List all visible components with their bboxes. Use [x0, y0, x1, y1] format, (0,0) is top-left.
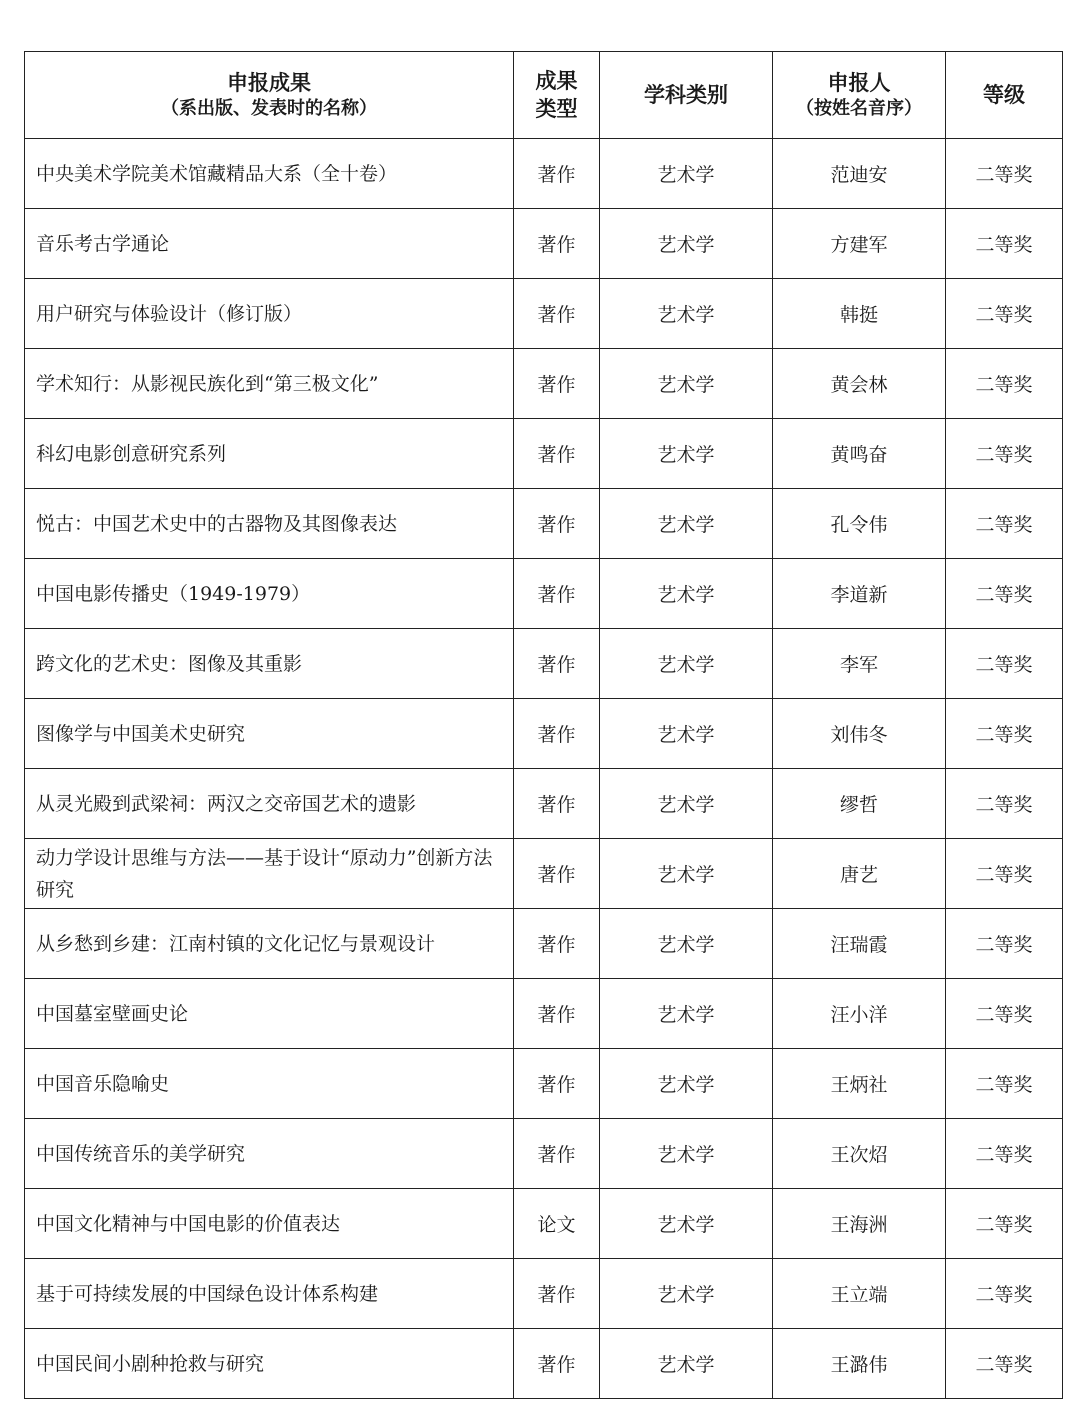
header-achievement-note: （系出版、发表时的名称） — [161, 98, 377, 120]
discipline-cell: 艺术学 — [600, 559, 773, 629]
table-row — [25, 769, 1063, 839]
discipline-cell: 艺术学 — [600, 839, 773, 909]
table-row — [25, 279, 1063, 349]
table-row — [25, 1119, 1063, 1189]
table-row — [25, 979, 1063, 1049]
grade-cell: 二等奖 — [946, 1119, 1063, 1189]
discipline-cell: 艺术学 — [600, 139, 773, 209]
applicant-cell: 王次炤 — [773, 1119, 946, 1189]
discipline-cell: 艺术学 — [600, 979, 773, 1049]
type-cell: 著作 — [514, 1119, 600, 1189]
grade-cell: 二等奖 — [946, 489, 1063, 559]
table-row — [25, 909, 1063, 979]
type-cell: 著作 — [514, 489, 600, 559]
discipline-cell: 艺术学 — [600, 489, 773, 559]
applicant-cell: 王立端 — [773, 1259, 946, 1329]
grade-cell: 二等奖 — [946, 1259, 1063, 1329]
type-cell: 著作 — [514, 979, 600, 1049]
table-row — [25, 349, 1063, 419]
table-body — [25, 139, 1063, 1399]
discipline-cell: 艺术学 — [600, 1049, 773, 1119]
grade-cell: 二等奖 — [946, 279, 1063, 349]
header-applicant-note: （按姓名音序） — [796, 98, 922, 120]
header-type-line1: 成果 — [535, 68, 578, 93]
grade-cell: 二等奖 — [946, 559, 1063, 629]
applicant-cell: 韩挺 — [773, 279, 946, 349]
applicant-cell: 范迪安 — [773, 139, 946, 209]
type-cell: 著作 — [514, 1259, 600, 1329]
achievement-title-cell: 跨文化的艺术史：图像及其重影 — [25, 629, 514, 699]
header-row — [25, 52, 1063, 139]
type-cell: 著作 — [514, 209, 600, 279]
header-discipline: 学科类别 — [600, 52, 773, 139]
table-row — [25, 489, 1063, 559]
achievement-title-cell: 从灵光殿到武梁祠：两汉之交帝国艺术的遗影 — [25, 769, 514, 839]
achievement-title-cell: 用户研究与体验设计（修订版） — [25, 279, 514, 349]
discipline-cell: 艺术学 — [600, 1189, 773, 1259]
applicant-cell: 黄会林 — [773, 349, 946, 419]
grade-cell: 二等奖 — [946, 1329, 1063, 1399]
grade-cell: 二等奖 — [946, 419, 1063, 489]
type-cell: 著作 — [514, 699, 600, 769]
achievement-title-cell: 中国传统音乐的美学研究 — [25, 1119, 514, 1189]
achievement-title-cell: 中国民间小剧种抢救与研究 — [25, 1329, 514, 1399]
discipline-cell: 艺术学 — [600, 629, 773, 699]
achievement-title-cell: 中国文化精神与中国电影的价值表达 — [25, 1189, 514, 1259]
applicant-cell: 王炳社 — [773, 1049, 946, 1119]
header-achievement — [25, 52, 514, 139]
achievement-title-cell: 音乐考古学通论 — [25, 209, 514, 279]
header-type-line2: 类型 — [535, 97, 578, 121]
table-header — [25, 52, 1063, 139]
applicant-cell: 刘伟冬 — [773, 699, 946, 769]
applicant-cell: 缪哲 — [773, 769, 946, 839]
grade-cell: 二等奖 — [946, 699, 1063, 769]
grade-cell: 二等奖 — [946, 909, 1063, 979]
achievement-title-cell: 中国墓室壁画史论 — [25, 979, 514, 1049]
discipline-cell: 艺术学 — [600, 769, 773, 839]
type-cell: 著作 — [514, 349, 600, 419]
achievement-title-cell: 悦古：中国艺术史中的古器物及其图像表达 — [25, 489, 514, 559]
grade-cell: 二等奖 — [946, 1189, 1063, 1259]
type-cell: 著作 — [514, 1329, 600, 1399]
type-cell: 著作 — [514, 419, 600, 489]
grade-cell: 二等奖 — [946, 839, 1063, 909]
type-cell: 著作 — [514, 909, 600, 979]
table-row — [25, 1259, 1063, 1329]
grade-cell: 二等奖 — [946, 769, 1063, 839]
discipline-cell: 艺术学 — [600, 209, 773, 279]
table-row — [25, 1329, 1063, 1399]
achievement-title-cell: 图像学与中国美术史研究 — [25, 699, 514, 769]
applicant-cell: 孔令伟 — [773, 489, 946, 559]
table-row — [25, 419, 1063, 489]
grade-cell: 二等奖 — [946, 349, 1063, 419]
discipline-cell: 艺术学 — [600, 349, 773, 419]
table-row — [25, 629, 1063, 699]
discipline-cell: 艺术学 — [600, 419, 773, 489]
header-grade: 等级 — [946, 52, 1063, 139]
header-applicant — [773, 52, 946, 139]
type-cell: 论文 — [514, 1189, 600, 1259]
applicant-cell: 唐艺 — [773, 839, 946, 909]
table-row — [25, 839, 1063, 909]
discipline-cell: 艺术学 — [600, 1329, 773, 1399]
type-cell: 著作 — [514, 559, 600, 629]
type-cell: 著作 — [514, 139, 600, 209]
applicant-cell: 汪小洋 — [773, 979, 946, 1049]
achievement-title-cell: 基于可持续发展的中国绿色设计体系构建 — [25, 1259, 514, 1329]
applicant-cell: 王海洲 — [773, 1189, 946, 1259]
applicant-cell: 李军 — [773, 629, 946, 699]
table-row — [25, 209, 1063, 279]
achievement-title-cell: 从乡愁到乡建：江南村镇的文化记忆与景观设计 — [25, 909, 514, 979]
table-row — [25, 139, 1063, 209]
grade-cell: 二等奖 — [946, 139, 1063, 209]
applicant-cell: 方建军 — [773, 209, 946, 279]
achievement-title-cell: 动力学设计思维与方法——基于设计“原动力”创新方法研究 — [25, 839, 514, 909]
discipline-cell: 艺术学 — [600, 1119, 773, 1189]
table-row — [25, 699, 1063, 769]
discipline-cell: 艺术学 — [600, 909, 773, 979]
achievement-title-cell: 中国音乐隐喻史 — [25, 1049, 514, 1119]
type-cell: 著作 — [514, 839, 600, 909]
grade-cell: 二等奖 — [946, 1049, 1063, 1119]
header-type — [514, 52, 600, 139]
achievement-title-cell: 科幻电影创意研究系列 — [25, 419, 514, 489]
discipline-cell: 艺术学 — [600, 279, 773, 349]
achievement-title-cell: 学术知行：从影视民族化到“第三极文化” — [25, 349, 514, 419]
applicant-cell: 王潞伟 — [773, 1329, 946, 1399]
grade-cell: 二等奖 — [946, 979, 1063, 1049]
grade-cell: 二等奖 — [946, 629, 1063, 699]
discipline-cell: 艺术学 — [600, 699, 773, 769]
grade-cell: 二等奖 — [946, 209, 1063, 279]
table-row — [25, 1189, 1063, 1259]
table-row — [25, 1049, 1063, 1119]
type-cell: 著作 — [514, 1049, 600, 1119]
applicant-cell: 黄鸣奋 — [773, 419, 946, 489]
achievement-title-cell: 中国电影传播史（1949-1979） — [25, 559, 514, 629]
applicant-cell: 汪瑞霞 — [773, 909, 946, 979]
header-applicant-title: 申报人 — [827, 70, 891, 95]
applicant-cell: 李道新 — [773, 559, 946, 629]
discipline-cell: 艺术学 — [600, 1259, 773, 1329]
type-cell: 著作 — [514, 769, 600, 839]
awards-table — [24, 51, 1063, 1399]
achievement-title-cell: 中央美术学院美术馆藏精品大系（全十卷） — [25, 139, 514, 209]
type-cell: 著作 — [514, 629, 600, 699]
type-cell: 著作 — [514, 279, 600, 349]
header-achievement-title: 申报成果 — [227, 70, 311, 95]
table-row — [25, 559, 1063, 629]
